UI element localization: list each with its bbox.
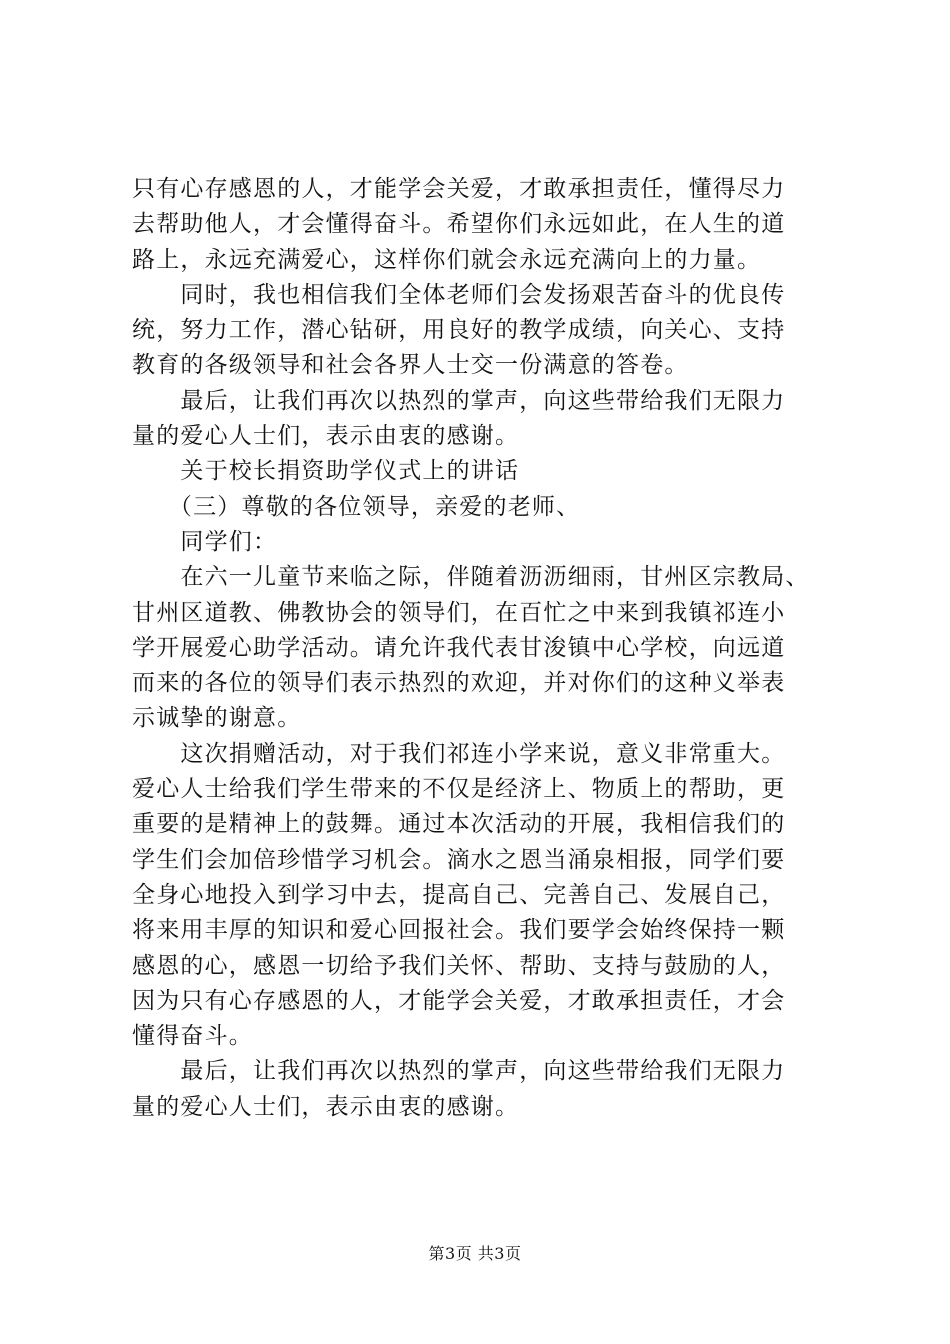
text-line: 量的爱心人士们，表示由衷的感谢。: [132, 1093, 520, 1120]
text-line: 爱心人士给我们学生带来的不仅是经济上、物质上的帮助，更: [132, 776, 786, 803]
salutation-line: 同学们：: [132, 528, 278, 555]
text-line: 在六一儿童节来临之际，伴随着沥沥细雨，甘州区宗教局、: [132, 564, 810, 591]
text-line: 量的爱心人士们，表示由衷的感谢。: [132, 423, 520, 450]
text-line: 只有心存感恩的人，才能学会关爱，才敢承担责任，懂得尽力: [132, 176, 786, 202]
text-line: 而来的各位的领导们表示热烈的欢迎，并对你们的这种义举表: [132, 670, 786, 697]
salutation-line: （三）尊敬的各位领导，亲爱的老师、: [132, 493, 581, 520]
text-line: 学开展爱心助学活动。请允许我代表甘浚镇中心学校，向远道: [132, 634, 786, 661]
text-line: 最后，让我们再次以热烈的掌声，向这些带给我们无限力: [132, 387, 786, 414]
text-line: 同时，我也相信我们全体老师们会发扬艰苦奋斗的优良传: [132, 281, 786, 308]
text-line: 最后，让我们再次以热烈的掌声，向这些带给我们无限力: [132, 1058, 786, 1085]
text-line: 统，努力工作，潜心钻研，用良好的教学成绩，向关心、支持: [132, 317, 786, 344]
text-line: 重要的是精神上的鼓舞。通过本次活动的开展，我相信我们的: [132, 811, 786, 838]
speech-title: 关于校长捐资助学仪式上的讲话: [132, 458, 520, 485]
text-line: 示诚挚的谢意。: [132, 705, 302, 732]
text-line: 将来用丰厚的知识和爱心回报社会。我们要学会始终保持一颗: [132, 917, 786, 944]
text-line: 甘州区道教、佛教协会的领导们，在百忙之中来到我镇祁连小: [132, 599, 786, 626]
page-number-footer: 第3页 共3页: [428, 1244, 522, 1263]
text-line: 因为只有心存感恩的人，才能学会关爱，才敢承担责任，才会: [132, 987, 786, 1014]
text-line: 全身心地投入到学习中去，提高自己、完善自己、发展自己，: [132, 881, 786, 908]
text-line: 教育的各级领导和社会各界人士交一份满意的答卷。: [132, 352, 689, 379]
text-line: 这次捐赠活动，对于我们祁连小学来说，意义非常重大。: [132, 740, 786, 767]
document-body: [132, 172, 832, 1125]
text-line: 懂得奋斗。: [132, 1023, 253, 1050]
text-line: 学生们会加倍珍惜学习机会。滴水之恩当涌泉相报，同学们要: [132, 846, 786, 873]
text-line: 感恩的心，感恩一切给予我们关怀、帮助、支持与鼓励的人，: [132, 952, 786, 979]
text-line: 去帮助他人，才会懂得奋斗。希望你们永远如此，在人生的道: [132, 211, 786, 238]
text-line: 路上，永远充满爱心，这样你们就会永远充满向上的力量。: [132, 246, 762, 273]
